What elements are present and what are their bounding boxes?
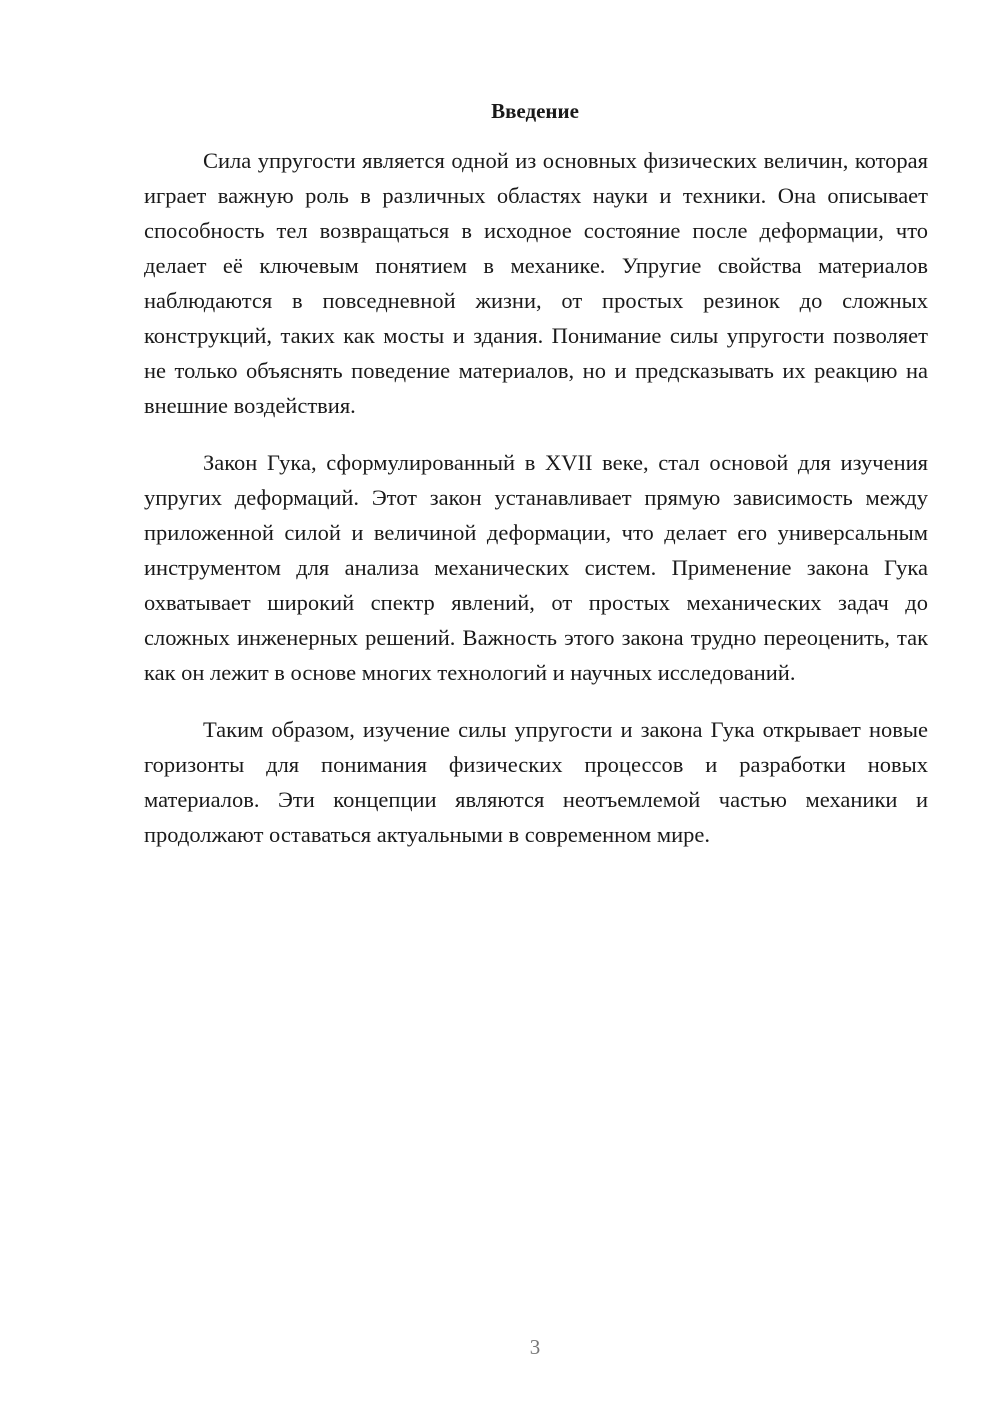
section-heading: Введение [491,99,579,123]
paragraph-2: Закон Гука, сформулированный в XVII веке, стал основой для изучения упругих деформаций. Этот закон устанавливает прямую зависимость между приложенной силой и величиной деформации, что делает его универсальным инструментом для анализа механических систем. Применение закона Гука охватывает широкий спектр явлений, от простых механических задач до сложных инженерных решений. Важность этого закона трудно переоценить, так как он лежит в основе многих технологий и научных исследований. [144,450,928,685]
paragraph-3: Таким образом, изучение силы упругости и закона Гука открывает новые горизонты для понимания физических процессов и разработки новых материалов. Эти концепции являются неотъемлемой частью механики и продолжают оставаться актуальными в современном мире. [144,717,928,847]
page-number: 3 [529,1335,541,1359]
body-text [144,143,928,874]
paragraph-1: Сила упругости является одной из основных физических величин, которая играет важную роль в различных областях науки и техники. Она описывает способность тел возвращаться в исходное состояние после деформации, что делает её ключевым понятием в механике. Упругие свойства материалов наблюдаются в повседневной жизни, от простых резинок до сложных конструкций, таких как мосты и здания. Понимание силы упругости позволяет не только объяснять поведение материалов, но и предсказывать их реакцию на внешние воздействия. [144,148,928,418]
